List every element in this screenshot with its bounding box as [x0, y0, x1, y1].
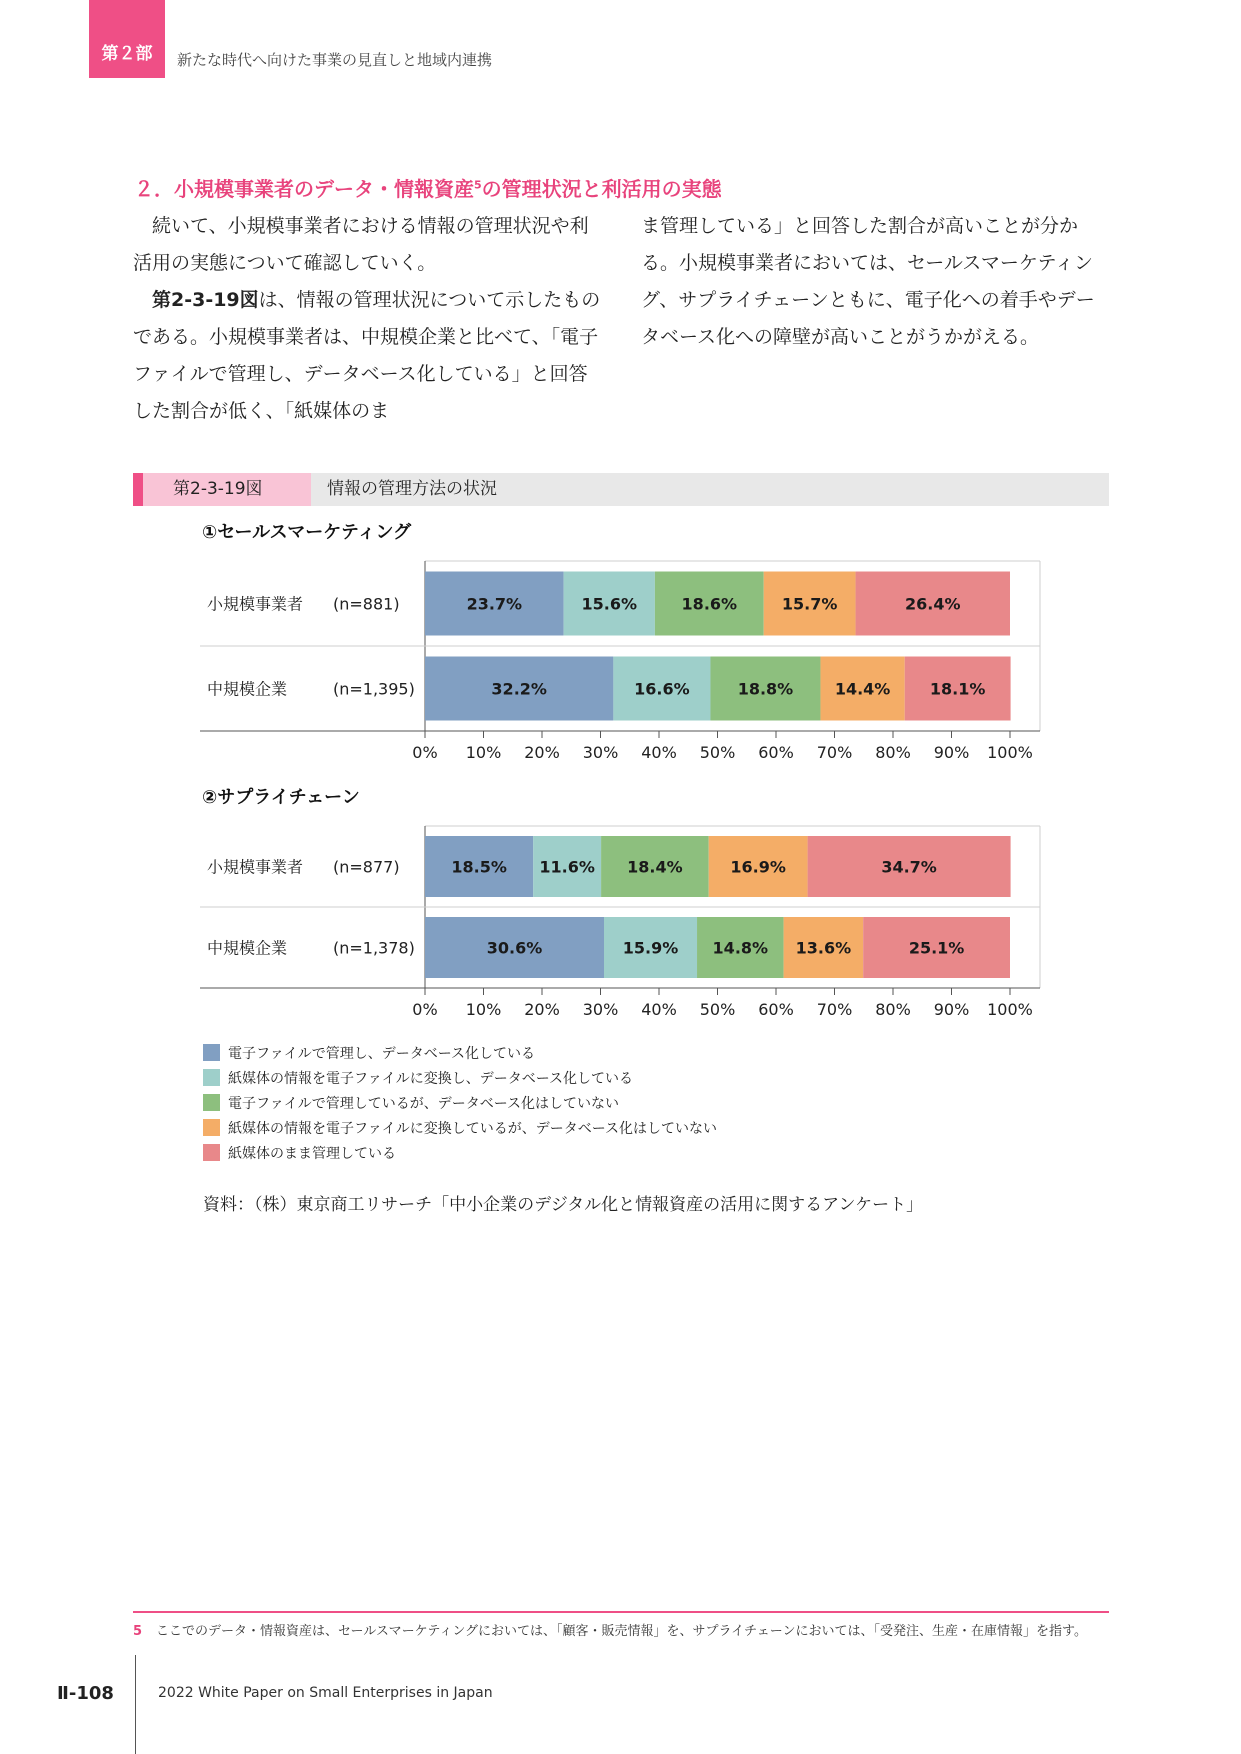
part-label: 第２部: [101, 44, 153, 64]
legend-swatch: [203, 1119, 220, 1136]
x-tick-label: 70%: [816, 743, 853, 762]
x-tick-label: 90%: [933, 1000, 970, 1019]
data-label: 30.6%: [486, 938, 543, 958]
footnote-text: ここでのデータ・情報資産は、セールスマーケティングにおいては、「顧客・販売情報」を、サプライチェーンにおいては、「受発注、生産・在庫情報」を指す。: [156, 1624, 1087, 1639]
chart-title: ①セールスマーケティング: [202, 522, 412, 543]
x-tick-label: 0%: [412, 1000, 438, 1019]
data-label: 23.7%: [466, 594, 523, 614]
legend-swatch: [203, 1069, 220, 1086]
data-label: 16.6%: [634, 679, 690, 699]
legend-item: [203, 1140, 717, 1165]
sample-size-label: (n=877): [333, 857, 400, 877]
footnote-divider: [133, 1611, 1109, 1613]
x-tick-label: 70%: [816, 1000, 853, 1019]
x-tick-label: 20%: [524, 743, 560, 762]
figure-source: 資料：（株）東京商工リサーチ「中小企業のデジタル化と情報資産の活用に関するアンケート」: [203, 1195, 924, 1215]
legend-label: 紙媒体のまま管理している: [228, 1145, 396, 1162]
x-tick-label: 80%: [875, 1000, 911, 1019]
figure-title: 情報の管理方法の状況: [327, 479, 497, 499]
data-label: 15.6%: [581, 594, 638, 614]
legend-item: [203, 1115, 717, 1140]
data-label: 34.7%: [881, 857, 937, 877]
sample-size-label: (n=1,395): [333, 679, 415, 699]
x-tick-label: 80%: [875, 743, 911, 762]
x-tick-label: 100%: [987, 1000, 1033, 1019]
data-label: 18.8%: [737, 679, 794, 699]
footnote-ref[interactable]: 5: [474, 178, 482, 192]
category-label: 中規模企業: [207, 679, 288, 699]
legend-item: [203, 1090, 717, 1115]
footnote-number: 5: [133, 1624, 143, 1639]
x-tick-label: 100%: [987, 743, 1033, 762]
footer-divider: [135, 1655, 136, 1754]
body-paragraph: ま管理している」と回答した割合が高いことが分かる。小規模事業者においては、セールスマーケティング、サプライチェーンともに、電子化への着手やデータベース化への障壁が高いことがうかがえる。: [641, 215, 1095, 348]
data-label: 15.9%: [622, 938, 679, 958]
chart-title: ②サプライチェーン: [202, 787, 360, 808]
page-number: Ⅱ-108: [57, 1683, 114, 1704]
data-label: 15.7%: [781, 594, 838, 614]
footer-title: 2022 White Paper on Small Enterprises in Japan: [158, 1685, 493, 1701]
x-tick-label: 40%: [641, 743, 677, 762]
legend-swatch: [203, 1044, 220, 1061]
x-tick-label: 10%: [465, 1000, 502, 1019]
x-tick-label: 0%: [412, 743, 438, 762]
x-tick-label: 40%: [641, 1000, 677, 1019]
x-tick-label: 60%: [758, 743, 794, 762]
body-paragraph: 続いて、小規模事業者における情報の管理状況や利活用の実態について確認していく。: [133, 215, 589, 274]
category-label: 小規模事業者: [207, 594, 304, 614]
legend-swatch: [203, 1144, 220, 1161]
category-label: 中規模企業: [207, 938, 288, 958]
footnote: [133, 1620, 1087, 1639]
data-label: 32.2%: [491, 679, 547, 699]
x-tick-label: 50%: [699, 743, 736, 762]
body-text: は、情報の管理状況について示したものである。小規模事業者は、中規模企業と比べて、「電子ファイルで管理し、データベース化している」と回答した割合が低く、「紙媒体のま: [133, 289, 601, 422]
data-label: 18.4%: [627, 857, 683, 877]
data-label: 18.1%: [929, 679, 986, 699]
data-label: 18.6%: [681, 594, 738, 614]
data-label: 11.6%: [539, 857, 595, 877]
legend-item: [203, 1065, 717, 1090]
legend-label: 紙媒体の情報を電子ファイルに変換しているが、データベース化はしていない: [228, 1120, 718, 1137]
figure-number: 第2-3-19図: [143, 473, 311, 506]
legend-label: 電子ファイルで管理しているが、データベース化はしていない: [228, 1095, 620, 1112]
section-heading-text: ２．小規模事業者のデータ・情報資産: [134, 177, 474, 201]
x-tick-label: 30%: [582, 743, 619, 762]
figure-ref: 第2-3-19図: [152, 289, 259, 311]
data-label: 14.4%: [834, 679, 891, 699]
data-label: 25.1%: [908, 938, 965, 958]
category-label: 小規模事業者: [207, 857, 304, 877]
sample-size-label: (n=1,378): [333, 938, 415, 958]
legend-swatch: [203, 1094, 220, 1111]
x-tick-label: 50%: [699, 1000, 736, 1019]
legend-label: 電子ファイルで管理し、データベース化している: [228, 1045, 536, 1062]
data-label: 18.5%: [451, 857, 507, 877]
x-tick-label: 30%: [582, 1000, 619, 1019]
x-tick-label: 20%: [524, 1000, 560, 1019]
data-label: 13.6%: [795, 938, 852, 958]
section-heading-tail: の管理状況と利活用の実態: [481, 177, 722, 201]
sample-size-label: (n=881): [333, 594, 400, 614]
legend-label: 紙媒体の情報を電子ファイルに変換し、データベース化している: [228, 1070, 634, 1087]
part-title: 新たな時代へ向けた事業の見直しと地域内連携: [177, 51, 493, 69]
x-tick-label: 10%: [465, 743, 502, 762]
chart-legend: [203, 1040, 717, 1165]
data-label: 26.4%: [905, 594, 961, 614]
data-label: 14.8%: [712, 938, 769, 958]
legend-item: [203, 1040, 717, 1065]
x-tick-label: 90%: [933, 743, 970, 762]
x-tick-label: 60%: [758, 1000, 794, 1019]
data-label: 16.9%: [730, 857, 786, 877]
